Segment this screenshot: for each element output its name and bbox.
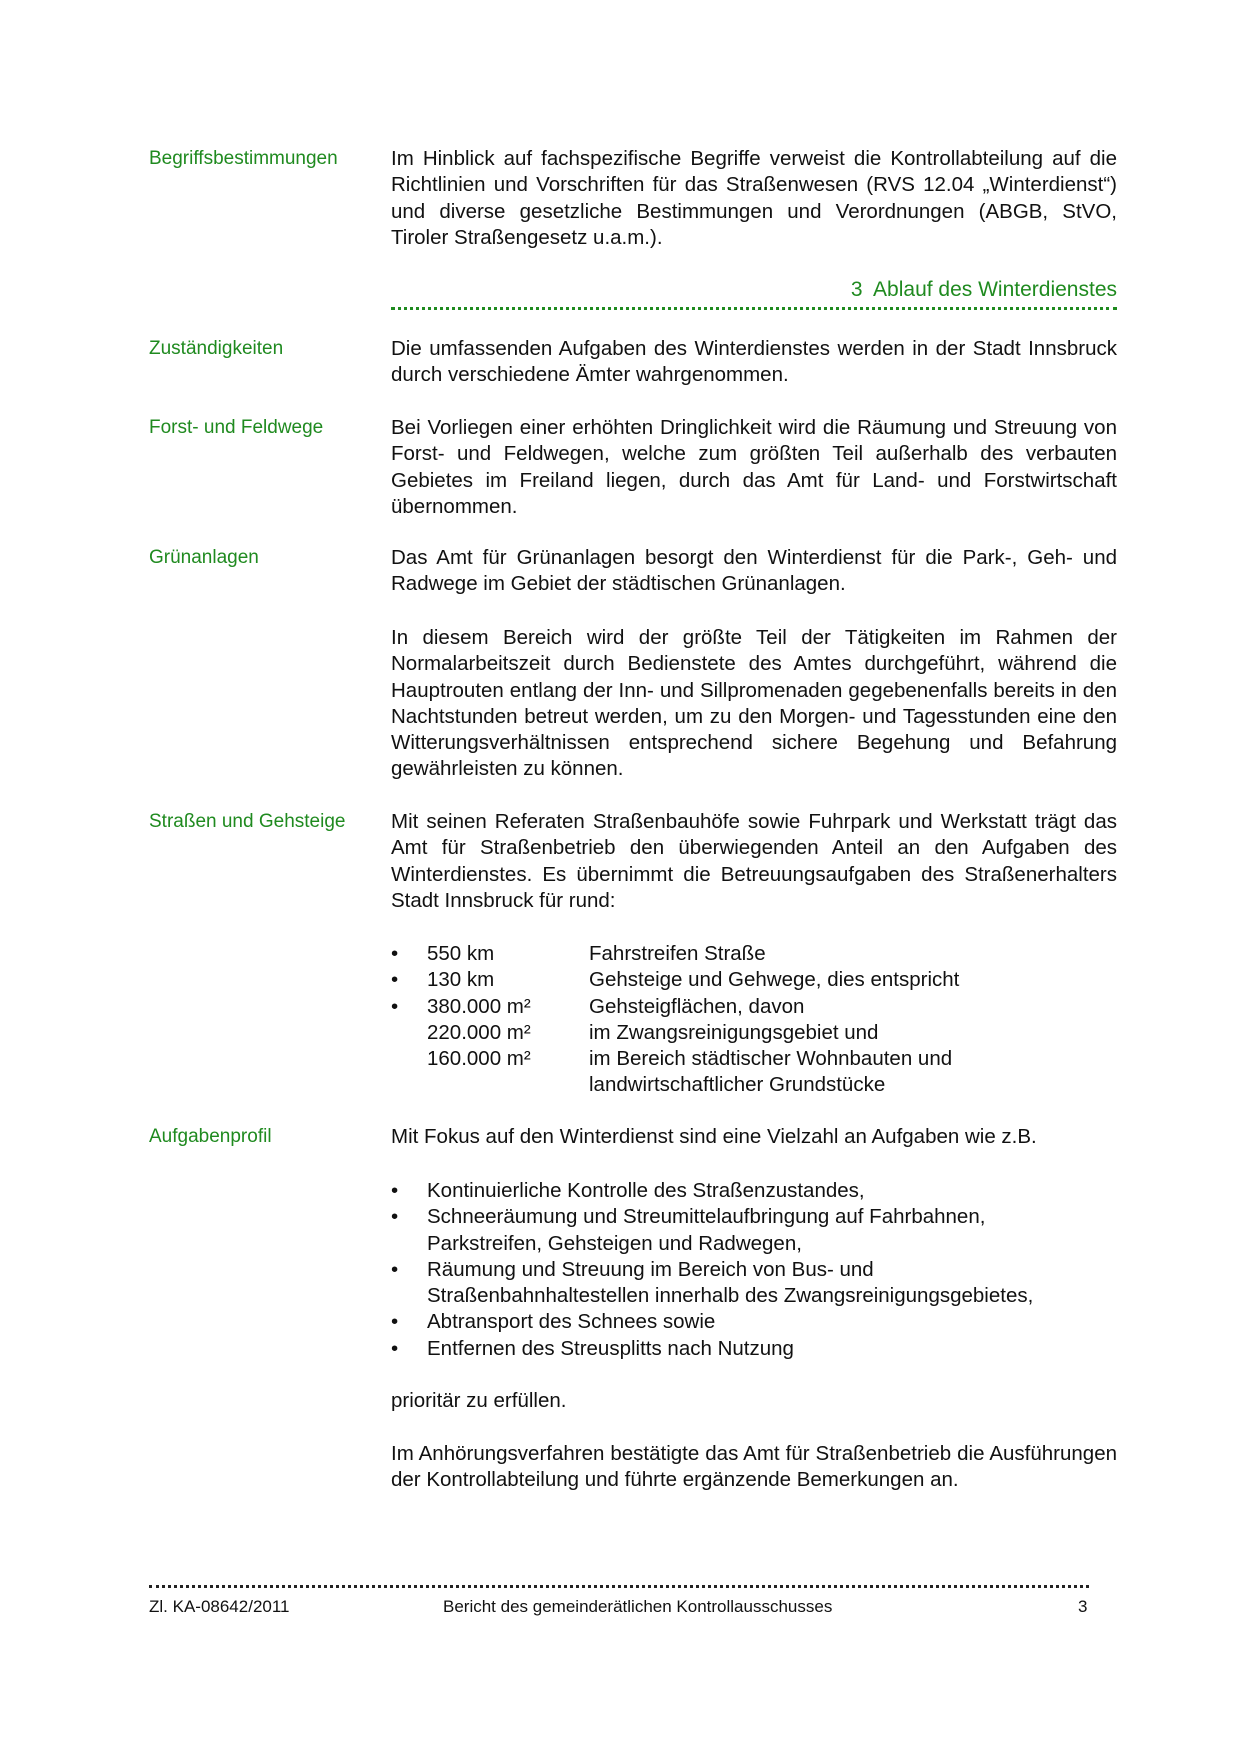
quantity-desc: im Bereich städtischer Wohnbauten und: [589, 1047, 953, 1071]
list-item: [391, 967, 1117, 993]
heading-divider: [391, 307, 1117, 310]
bullet: •: [391, 968, 399, 992]
margin-label-forst: Forst- und Feldwege: [149, 417, 324, 438]
paragraph-anhoerung: Im Anhörungsverfahren bestätigte das Amt für Straßenbetrieb die Ausführungen der Kontrollabteilung und führte ergänzende Bemerkungen an.: [391, 1442, 1117, 1492]
quantity-desc: Fahrstreifen Straße: [589, 942, 766, 965]
list-item-text: Kontinuierliche Kontrolle des Straßenzustandes,: [427, 1179, 865, 1202]
paragraph-strassen: Mit seinen Referaten Straßenbauhöfe sowie Fuhrpark und Werkstatt trägt das Amt für Straßenbetrieb den überwiegenden Anteil an den Aufgaben des Winterdienstes. Es übernimmt die Betreuungsaufgaben des Straßenerhalters Stadt Innsbruck für rund:: [391, 810, 1117, 912]
margin-label-begriffsbestimmungen: Begriffsbestimmungen: [149, 148, 338, 169]
list-item: [391, 1204, 1091, 1257]
page-number: 3: [1078, 1597, 1088, 1616]
quantity-value: 220.000 m²: [427, 1020, 531, 1044]
quantity-desc: im Zwangsreinigungsgebiet und: [589, 1020, 879, 1044]
list-item: [391, 1046, 1117, 1072]
paragraph-zustaendigkeiten: Die umfassenden Aufgaben des Winterdienstes werden in der Stadt Innsbruck durch verschiedene Ämter wahrgenommen.: [391, 337, 1117, 387]
margin-label-gruenanlagen: Grünanlagen: [149, 547, 259, 568]
list-item: [391, 1309, 1091, 1335]
list-item-text: Entfernen des Streusplitts nach Nutzung: [427, 1336, 794, 1360]
list-item: [391, 1257, 1091, 1310]
paragraph-begriffsbestimmungen: Im Hinblick auf fachspezifische Begriffe verweist die Kontrollabteilung auf die Richtlinien und Vorschriften für das Straßenwesen (RVS 12.04 „Winterdienst“) und diverse gesetzliche Bestimmungen und Verordnungen (ABGB, StVO, Tiroler Straßengesetz u.a.m.).: [391, 147, 1117, 249]
bullet-icon: •: [391, 1179, 399, 1202]
list-item: [391, 994, 1117, 1020]
list-item-text: Schneeräumung und Streumittelaufbringung auf Fahrbahnen, Parkstreifen, Gehsteigen und Radwegen,: [427, 1205, 986, 1255]
footer-divider: [149, 1585, 1089, 1588]
quantity-desc: Gehsteige und Gehwege, dies entspricht: [589, 968, 960, 992]
bullet-icon: •: [391, 1336, 399, 1360]
quantity-value: 160.000 m²: [427, 1047, 531, 1071]
paragraph-forst: Bei Vorliegen einer erhöhten Dringlichkeit wird die Räumung und Streuung von Forst- und Feldwegen, welche zum größten Teil außerhalb des verbauten Gebietes im Freiland liegen, durch das Amt für Land- und Forstwirtschaft übernommen.: [391, 416, 1117, 518]
paragraph-gruenanlagen: Das Amt für Grünanlagen besorgt den Winterdienst für die Park-, Geh- und Radwege im Gebiet der städtischen Grünanlagen.: [391, 546, 1117, 596]
list-item-text: Abtransport des Schnees sowie: [427, 1310, 716, 1334]
quantity-value: 130 km: [427, 968, 495, 992]
quantity-value: 380.000 m²: [427, 994, 531, 1018]
margin-label-zustaendigkeiten: Zuständigkeiten: [149, 338, 284, 359]
margin-label-aufgabenprofil: Aufgabenprofil: [149, 1126, 272, 1147]
list-item: [391, 941, 1117, 967]
list-item: [391, 1072, 1117, 1098]
quantity-value: 550 km: [427, 942, 495, 965]
list-item: [391, 1336, 1091, 1362]
footer-title: Bericht des gemeinderätlichen Kontrollausschusses: [443, 1597, 833, 1616]
bullet-icon: •: [391, 1257, 399, 1281]
paragraph-prioritaet: prioritär zu erfüllen.: [391, 1389, 567, 1412]
list-item: [391, 1178, 1091, 1204]
paragraph-aufgabenprofil: Mit Fokus auf den Winterdienst sind eine Vielzahl an Aufgaben wie z.B.: [391, 1125, 1037, 1148]
bullet: •: [391, 994, 399, 1018]
quantity-list: [391, 941, 1117, 1099]
quantity-value: [427, 1072, 589, 1098]
section-heading: 3 Ablauf des Winterdienstes: [850, 278, 1117, 301]
bullet-icon: •: [391, 1205, 399, 1229]
quantity-desc: landwirtschaftlicher Grundstücke: [589, 1073, 886, 1097]
bullet: •: [391, 942, 399, 965]
paragraph-gruenanlagen-2: In diesem Bereich wird der größte Teil der Tätigkeiten im Rahmen der Normalarbeitszeit durch Bedienstete des Amtes durchgeführt, während die Hauptrouten entlang der Inn- und Sillpromenaden gegebenenfalls bereits in den Nachtstunden betreut werden, um zu den Morgen- und Tagesstunden eine den Witterungsverhältnissen entsprechend sichere Begehung und Befahrung gewährleisten zu können.: [391, 626, 1117, 781]
list-item: [391, 1020, 1117, 1046]
footer-reference: Zl. KA-08642/2011: [149, 1597, 290, 1616]
task-list: [391, 1178, 1091, 1362]
margin-label-strassen: Straßen und Gehsteige: [149, 811, 346, 832]
quantity-desc: Gehsteigflächen, davon: [589, 994, 805, 1018]
bullet-icon: •: [391, 1310, 399, 1334]
list-item-text: Räumung und Streuung im Bereich von Bus- und Straßenbahnhaltestellen innerhalb des Zwangsreinigungsgebietes,: [427, 1257, 1034, 1308]
